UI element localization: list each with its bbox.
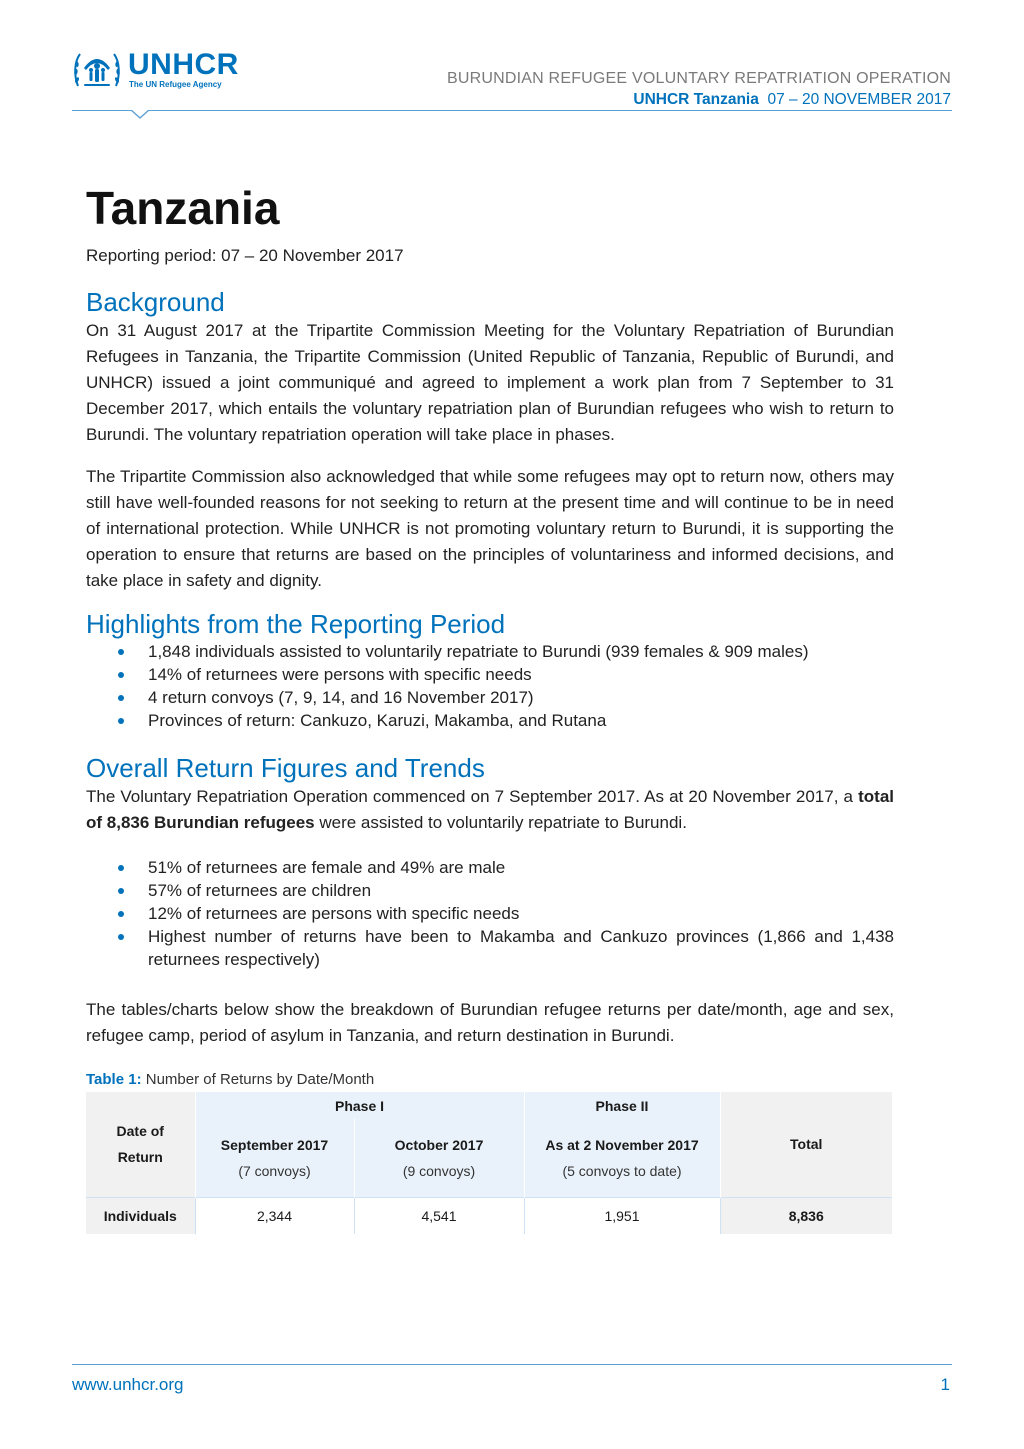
- october-header: [354, 1119, 524, 1197]
- october-value: 4,541: [354, 1197, 524, 1234]
- individuals-label: Individuals: [86, 1197, 195, 1234]
- logo-tagline: The UN Refugee Agency: [129, 80, 222, 89]
- footer-website-link[interactable]: www.unhcr.org: [72, 1375, 184, 1394]
- october-title: October 2017: [394, 1136, 484, 1153]
- total-value: 8,836: [720, 1197, 892, 1234]
- phase-2-header: Phase II: [524, 1092, 720, 1119]
- reporting-period: Reporting period: 07 – 20 November 2017: [86, 246, 404, 265]
- date-of-return-header: [86, 1092, 195, 1197]
- header-divider: [72, 110, 952, 111]
- list-item: Highest number of returns have been to Makamba and Cankuzo provinces (1,866 and 1,438 returnees respectively): [86, 925, 894, 971]
- table-1-block: [86, 1071, 894, 1234]
- september-title: September 2017: [220, 1136, 329, 1153]
- list-item: 12% of returnees are persons with specific needs: [86, 902, 894, 925]
- total-header: Total: [720, 1092, 892, 1197]
- returns-table: [86, 1092, 892, 1234]
- table-caption-label: Table 1:: [86, 1071, 142, 1088]
- list-item: 1,848 individuals assisted to voluntarily repatriate to Burundi (939 females & 909 males): [86, 640, 894, 663]
- november-sub: (5 convoys to date): [562, 1162, 682, 1179]
- logo-wordmark: UNHCR: [128, 48, 239, 81]
- september-sub: (7 convoys): [238, 1162, 311, 1179]
- november-title: As at 2 November 2017: [545, 1136, 699, 1153]
- page-title: Tanzania: [86, 182, 280, 234]
- page-header: [0, 0, 1024, 130]
- november-value: 1,951: [524, 1197, 720, 1234]
- unhcr-emblem-icon: [72, 46, 122, 92]
- background-paragraph-1: On 31 August 2017 at the Tripartite Commission Meeting for the Voluntary Repatriation of Burundian Refugees in Tanzania, the Tripartite Commission (United Republic of Tanzania, Republic of Burundi, and UNHCR) issued a joint communiqué and agreed to implement a work plan from 7 September to 31 December 2017, which entails the voluntary repatriation plan of Burundian refugees who wish to return to Burundi. The voluntary repatriation operation will take place in phases.: [86, 321, 894, 444]
- header-subtitle: [447, 91, 951, 109]
- list-item: 57% of returnees are children: [86, 879, 894, 902]
- header-title: BURUNDIAN REFUGEE VOLUNTARY REPATRIATION OPERATION: [447, 70, 951, 87]
- november-header: [524, 1119, 720, 1197]
- overall-intro: [86, 784, 894, 836]
- list-item: 51% of returnees are female and 49% are male: [86, 856, 894, 879]
- header-date: 07 – 20 NOVEMBER 2017: [767, 91, 951, 108]
- table-caption: [86, 1071, 894, 1088]
- overall-intro-bold: total of 8,836 Burundian refugees: [86, 787, 894, 832]
- highlights-list: [86, 640, 894, 732]
- october-sub: (9 convoys): [402, 1162, 476, 1179]
- main-content: [86, 180, 894, 1234]
- unhcr-logo: [72, 46, 252, 94]
- september-header: [195, 1119, 354, 1197]
- list-item: 14% of returnees were persons with specific needs: [86, 663, 894, 686]
- list-item: 4 return convoys (7, 9, 14, and 16 November 2017): [86, 686, 894, 709]
- phase-1-header: Phase I: [195, 1092, 524, 1119]
- date-label-line-2: Return: [117, 1149, 163, 1166]
- page-number: 1: [940, 1375, 950, 1394]
- table-caption-text: Number of Returns by Date/Month: [141, 1071, 375, 1088]
- background-heading: Background: [86, 287, 225, 317]
- header-text-block: [447, 70, 951, 109]
- overall-intro-text: The Voluntary Repatriation Operation commenced on 7 September 2017. As at 20 November 2017, a: [86, 787, 859, 806]
- overall-list: [86, 856, 894, 971]
- overall-intro-tail: were assisted to voluntarily repatriate to Burundi.: [314, 813, 687, 832]
- background-paragraph-2: The Tripartite Commission also acknowledged that while some refugees may opt to return now, others may still have well-founded reasons for not seeking to return at the present time and will continue to be in need of international protection. While UNHCR is not promoting voluntary return to Burundi, it is supporting the operation to ensure that returns are based on the principles of voluntariness and informed decisions, and take place in safety and dignity.: [86, 467, 894, 590]
- september-value: 2,344: [195, 1197, 354, 1234]
- footer-divider: [72, 1364, 952, 1365]
- list-item: Provinces of return: Cankuzo, Karuzi, Makamba, and Rutana: [86, 709, 894, 732]
- date-label-line-1: Date of: [116, 1123, 164, 1140]
- overall-closing: The tables/charts below show the breakdown of Burundian refugee returns per date/month, age and sex, refugee camp, period of asylum in Tanzania, and return destination in Burundi.: [86, 1000, 894, 1045]
- header-notch-icon: [131, 110, 149, 120]
- overall-heading: Overall Return Figures and Trends: [86, 753, 485, 783]
- highlights-heading: Highlights from the Reporting Period: [86, 609, 506, 639]
- header-office: UNHCR Tanzania: [633, 91, 759, 108]
